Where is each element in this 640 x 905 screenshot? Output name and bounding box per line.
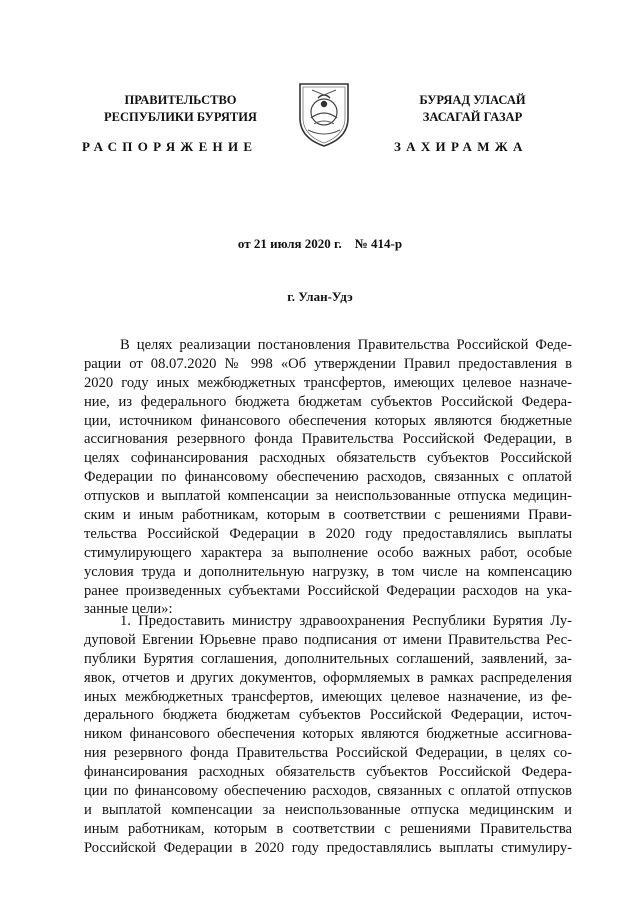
- left-org-line: РЕСПУБЛИКИ БУРЯТИЯ: [104, 110, 257, 124]
- coat-of-arms-of-buryatia-icon: [296, 78, 352, 148]
- left-org-line: ПРАВИТЕЛЬСТВО: [124, 93, 237, 107]
- text-line: тельства Российской Федерации в 2020 году предоставлялись выплаты: [84, 525, 572, 542]
- document-date-number: [0, 236, 640, 252]
- text-line: публики Бурятия соглашения, дополнительных соглашений, заявлений, за-: [84, 650, 572, 667]
- text-line: ассигнования резервного фонда Правительства Российской Федерации, в: [84, 431, 572, 448]
- text-line: дуповой Евгении Юрьевне право подписания от имени Правительства Рес-: [84, 631, 572, 648]
- document-number: № 414-р: [354, 236, 403, 251]
- paragraph-preamble: [84, 336, 572, 619]
- text-line: В целях реализации постановления Правительства Российской Феде-: [120, 337, 572, 353]
- text-line: занные цели»:: [84, 601, 173, 618]
- text-line: ния резервного фонда Правительства Российской Федерации, в целях со-: [84, 745, 572, 762]
- right-org-line: ЗАСАГАЙ ГАЗАР: [422, 110, 523, 124]
- document-type-ru: РАСПОРЯЖЕНИЕ: [82, 139, 258, 154]
- text-line: рации от 08.07.2020 № 998 «Об утверждении Правил предоставления в: [84, 355, 572, 372]
- text-line: 2020 году иных межбюджетных трансфертов, имеющих целевое назначе-: [84, 374, 572, 391]
- text-line: ции по финансовому обеспечению расходов, связанных с оплатой отпусков: [84, 783, 572, 800]
- text-line: иных межбюджетных трансфертов, имеющих целевое назначение, из фе-: [84, 688, 572, 705]
- text-line: иным работникам, которым в соответствии с решениями Правительства: [84, 820, 572, 837]
- paragraph-item-1: [84, 612, 572, 858]
- left-org-name: [78, 92, 283, 126]
- text-line: целях софинансирования расходных обязательств субъектов Российской: [84, 450, 572, 467]
- text-line: и выплатой компенсации за неиспользованные отпуска медицинским и: [84, 801, 572, 818]
- text-line: Российской Федерации в 2020 году предоставлялись выплаты стимулиру-: [84, 839, 572, 856]
- text-line: ским и иным работникам, которым в соответствии с решениями Прави-: [84, 507, 572, 524]
- document-date: от 21 июля 2020 г.: [237, 236, 342, 251]
- text-line: ником финансового обеспечения которых являются бюджетные ассигнова-: [84, 726, 572, 743]
- text-line: стимулирующего характера за выполнение особо важных работ, особые: [84, 544, 572, 561]
- text-line: ции, источником финансового обеспечения которых являются бюджетные: [84, 412, 572, 429]
- text-line: Федерации по финансовому обеспечению расходов, связанных с оплатой: [84, 469, 572, 486]
- text-line: ние, из федерального бюджета бюджетам субъектов Российской Федера-: [84, 393, 572, 410]
- text-line: явок, отчетов и других документов, оформляемых в рамках распределения: [84, 669, 572, 686]
- right-org-line: БУРЯАД УЛАСАЙ: [419, 93, 526, 107]
- text-line: ранее произведенных субъектами Российской Федерации расходов на ука-: [84, 582, 572, 599]
- text-line: 1. Предоставить министру здравоохранения Республики Бурятия Лу-: [120, 613, 572, 629]
- right-org-name: [375, 92, 570, 126]
- text-line: дерального бюджета бюджетам субъектов Российской Федерации, источ-: [84, 707, 572, 724]
- text-line: отпусков и выплатой компенсации за неиспользованные отпуска медицин-: [84, 488, 572, 505]
- document-city: г. Улан-Удэ: [287, 289, 353, 304]
- document-type-bua: ЗАХИРАМЖА: [394, 139, 528, 154]
- text-line: финансирования расходных обязательств субъектов Российской Федера-: [84, 764, 572, 781]
- text-line: условия труда и дополнительную нагрузку, в том числе на компенсацию: [84, 563, 572, 580]
